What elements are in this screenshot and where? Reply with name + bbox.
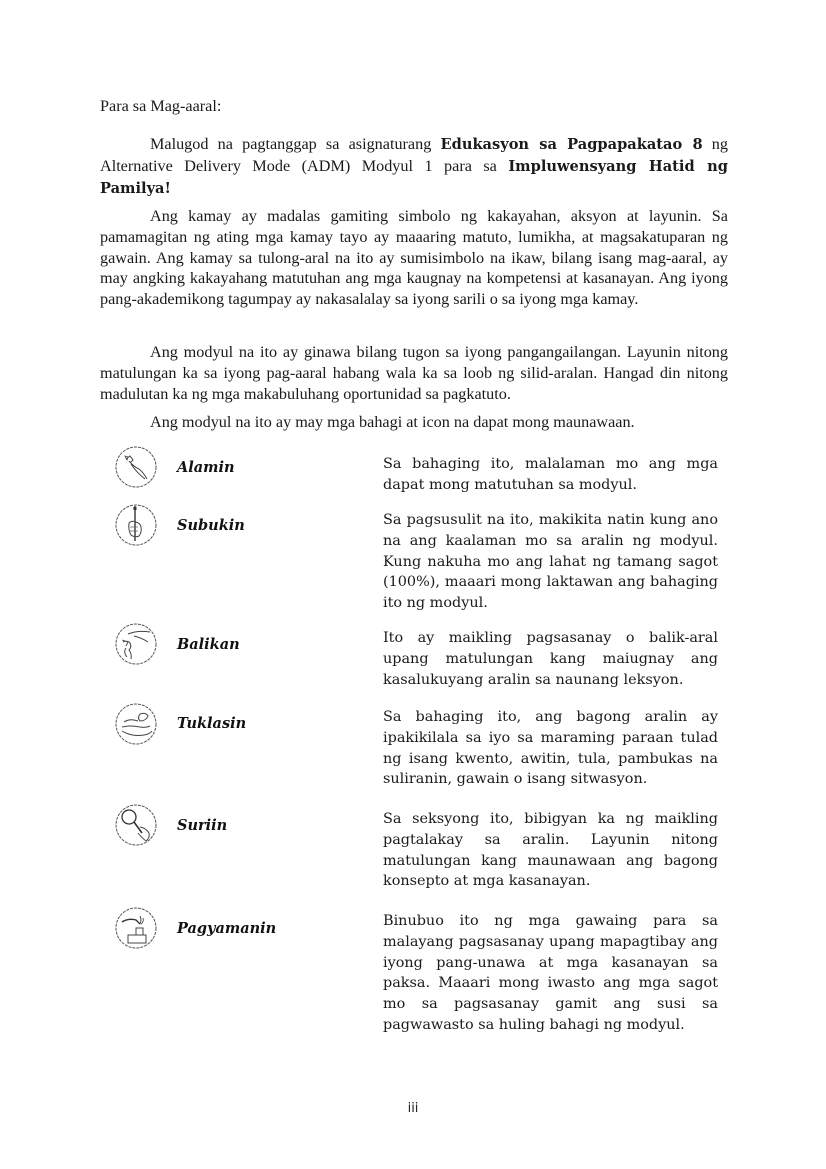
section-description: Binubuo ito ng mga gawaing para sa malayang pagsasanay upang mapagtibay ang iyong pang-unawa at mga kasanayan sa paksa. Maaari mong iwasto ang mga sagot mo sa pagsasanay gamit ang susi sa pagwawasto sa huling bahagi ng modyul. [383, 913, 718, 1033]
section-label: Alamin [177, 459, 235, 476]
section-description: Ito ay maikling pagsasanay o balik-aral upang matulungan kang maiugnay ang kasalukuyang aralin sa naunang leksyon. [383, 630, 718, 688]
section-label: Suriin [177, 817, 228, 834]
paragraph-module-purpose: Ang modyul na ito ay ginawa bilang tugon sa iyong pangangailangan. Layunin nitong matulungan ka sa iyong pag-aaral habang wala ka sa loob ng silid-aralan. Hangad din nitong madulutan ka ng mga makabuluhang oportunidad sa pagkatuto. [100, 343, 728, 403]
section-label: Subukin [177, 517, 245, 534]
hand-pointing-icon [114, 445, 158, 489]
section-label: Pagyamanin [177, 920, 277, 937]
section-description: Sa bahaging ito, malalaman mo ang mga dapat mong matutuhan sa modyul. [383, 456, 718, 493]
hand-watering-plant-icon [114, 906, 158, 950]
intro-text-1: Malugod na pagtanggap sa asignaturang [150, 135, 441, 153]
paragraph-module-parts: Ang modyul na ito ay may mga bahagi at icon na dapat mong maunawaan. [150, 413, 635, 431]
subject-title: Edukasyon sa Pagpapakatao 8 [440, 136, 703, 153]
open-hand-leaf-icon [114, 702, 158, 746]
hand-writing-icon [114, 622, 158, 666]
greeting: Para sa Mag-aaral: [100, 97, 222, 115]
intro-text-2: ng Alternative Delivery Mode (ADM) Modyul 1 para sa [100, 135, 728, 175]
intro-paragraph [100, 134, 728, 199]
section-label: Tuklasin [177, 715, 247, 732]
page-number: iii [407, 1101, 419, 1116]
magnifying-glass-icon [114, 803, 158, 847]
module-title: Impluwensyang Hatid ng Pamilya! [100, 157, 728, 197]
section-label: Balikan [177, 636, 240, 653]
section-description: Sa seksyong ito, bibigyan ka ng maikling pagtalakay sa aralin. Layunin nitong matulungan kang maunawaan ang bagong konsepto at mga kasanayan. [383, 811, 718, 890]
paragraph-hand-symbol: Ang kamay ay madalas gamiting simbolo ng kakayahan, aksyon at layunin. Sa pamamagitan ng ating mga kamay tayo ay maaaring matuto, lumikha, at magsakatuparan ng gawain. Ang kamay sa tulong-aral na ito ay sumisimbolo na ikaw, bilang isang mag-aaral, ay may angking kakayahang matutuhan ang mga kaugnay na kompetensi at kasanayan. Ang iyong pang-akademikong tagumpay ay nakasalalay sa iyong sarili o sa iyong mga kamay. [100, 207, 728, 309]
section-description: Sa pagsusulit na ito, makikita natin kung ano na ang kaalaman mo sa aralin ng modyul. Kung nakuha mo ang lahat ng tamang sagot (100%), maaari mong laktawan ang bahaging ito ng modyul. [383, 512, 718, 612]
section-description: Sa bahaging ito, ang bagong aralin ay ipakikilala sa iyo sa maraming paraan tulad ng isang kwento, awitin, tula, pambukas na suliranin, gawain o isang sitwasyon. [383, 709, 718, 788]
hand-holding-pencil-icon [114, 503, 158, 547]
